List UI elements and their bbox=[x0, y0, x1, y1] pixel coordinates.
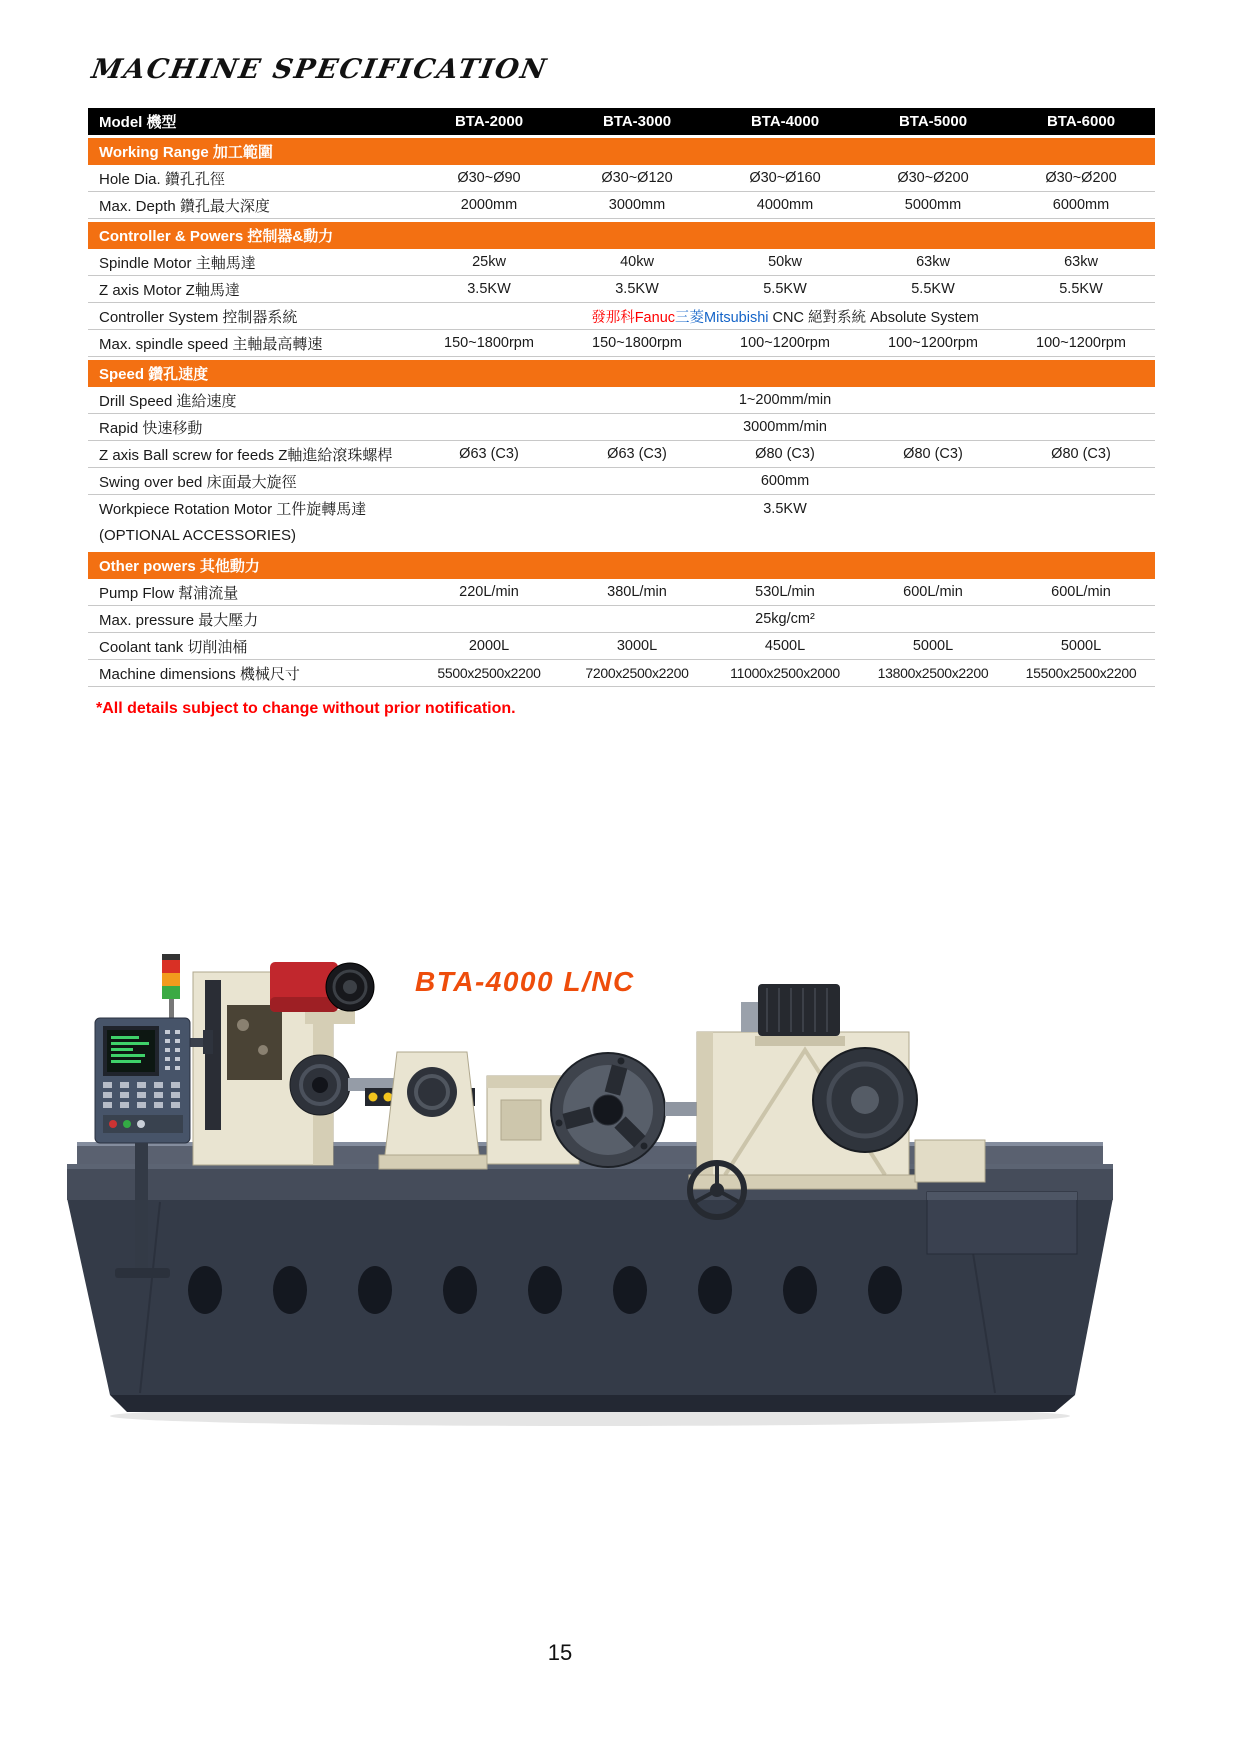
spec-value: 3.5KW bbox=[615, 281, 659, 297]
spec-value: Ø30~Ø160 bbox=[749, 170, 821, 186]
workpiece-chuck bbox=[551, 1053, 665, 1167]
controller-system-part: CNC 絕對系統 Absolute System bbox=[768, 309, 979, 326]
spec-value: Ø80 (C3) bbox=[755, 446, 815, 462]
spec-value-spanning: 3000mm/min bbox=[743, 419, 827, 435]
boring-bar bbox=[665, 1102, 699, 1116]
spec-value: 150~1800rpm bbox=[444, 335, 534, 351]
table-header-row bbox=[88, 108, 1155, 135]
spec-value: Ø80 (C3) bbox=[1051, 446, 1111, 462]
spec-row bbox=[88, 522, 1155, 549]
spec-row bbox=[88, 249, 1155, 276]
spec-value: 5.5KW bbox=[1059, 281, 1103, 297]
spec-row bbox=[88, 441, 1155, 468]
spec-value: Ø63 (C3) bbox=[607, 446, 667, 462]
spec-value: 4000mm bbox=[756, 197, 814, 213]
spec-value: 7200x2500x2200 bbox=[585, 665, 689, 681]
section-header-row bbox=[88, 138, 1155, 165]
page-title: MACHINE SPECIFICATION bbox=[89, 54, 551, 85]
spec-value: 220L/min bbox=[459, 584, 519, 600]
spec-value: 600L/min bbox=[1051, 584, 1111, 600]
spec-value-spanning: 25kg/cm² bbox=[755, 611, 815, 627]
steady-rest bbox=[379, 1052, 487, 1169]
spec-value: 530L/min bbox=[755, 584, 815, 600]
row-label: Controller & Powers 控制器&動力 bbox=[99, 228, 334, 245]
spec-value: 5500x2500x2200 bbox=[437, 665, 541, 681]
column-header-bta6000: BTA-6000 bbox=[1046, 113, 1116, 130]
spec-value: 40kw bbox=[620, 254, 654, 270]
spec-table bbox=[88, 108, 1155, 687]
spec-row bbox=[88, 660, 1155, 687]
spec-value: 100~1200rpm bbox=[888, 335, 978, 351]
spec-row bbox=[88, 579, 1155, 606]
controller-system-part: 發那科Fanuc bbox=[591, 309, 676, 326]
section-header-row bbox=[88, 360, 1155, 387]
row-label: Z axis Ball screw for feeds Z軸進給滾珠螺桿 bbox=[99, 446, 393, 464]
spec-value: 5.5KW bbox=[763, 281, 807, 297]
spec-value: 3000L bbox=[616, 638, 658, 654]
column-header-bta4000: BTA-4000 bbox=[750, 113, 820, 130]
spec-value: 25kw bbox=[472, 254, 506, 270]
spec-value: 100~1200rpm bbox=[740, 335, 830, 351]
spec-row bbox=[88, 414, 1155, 441]
spec-row bbox=[88, 330, 1155, 357]
spec-table-rows bbox=[88, 138, 1155, 687]
row-label: Speed 鑽孔速度 bbox=[99, 366, 209, 383]
row-label: Drill Speed 進給速度 bbox=[99, 392, 237, 410]
spec-value: 63kw bbox=[1064, 254, 1098, 270]
spec-value: 5.5KW bbox=[911, 281, 955, 297]
row-label: Spindle Motor 主軸馬達 bbox=[99, 254, 256, 272]
row-label: Pump Flow 幫浦流量 bbox=[99, 584, 239, 602]
model-column-header: Model 機型 bbox=[99, 114, 177, 131]
spec-value: 13800x2500x2200 bbox=[877, 665, 989, 681]
section-header-row bbox=[88, 552, 1155, 579]
workpiece-headstock bbox=[689, 984, 985, 1189]
row-label: Coolant tank 切削油桶 bbox=[99, 638, 248, 656]
spec-value: 50kw bbox=[768, 254, 802, 270]
spec-value: Ø30~Ø200 bbox=[897, 170, 969, 186]
spec-value: 2000L bbox=[468, 638, 510, 654]
spec-value: 600L/min bbox=[903, 584, 963, 600]
row-label: Max. spindle speed 主軸最高轉速 bbox=[99, 335, 323, 353]
spec-value: 15500x2500x2200 bbox=[1025, 665, 1137, 681]
spec-value: Ø30~Ø200 bbox=[1045, 170, 1117, 186]
row-label: Workpiece Rotation Motor 工件旋轉馬達 bbox=[99, 501, 367, 518]
column-header-bta3000: BTA-3000 bbox=[602, 113, 672, 130]
spec-row bbox=[88, 387, 1155, 414]
spec-row bbox=[88, 303, 1155, 330]
spec-value: Ø30~Ø120 bbox=[601, 170, 673, 186]
row-label: Rapid 快速移動 bbox=[99, 419, 203, 437]
spec-row bbox=[88, 606, 1155, 633]
spec-value: 5000mm bbox=[904, 197, 962, 213]
spec-row bbox=[88, 165, 1155, 192]
page-number: 15 bbox=[547, 1640, 573, 1665]
spec-value-spanning: 1~200mm/min bbox=[738, 392, 832, 408]
spec-value: 5000L bbox=[912, 638, 954, 654]
column-header-bta2000: BTA-2000 bbox=[454, 113, 524, 130]
spec-value-spanning: 3.5KW bbox=[763, 500, 807, 517]
spec-row bbox=[88, 468, 1155, 495]
row-label: Hole Dia. 鑽孔孔徑 bbox=[99, 170, 225, 188]
spec-value: 3000mm bbox=[608, 197, 666, 213]
spec-value: 63kw bbox=[916, 254, 950, 270]
spec-row bbox=[88, 633, 1155, 660]
disclaimer-note: *All details subject to change without prior notification. bbox=[96, 700, 516, 717]
spec-value: 5000L bbox=[1060, 638, 1102, 654]
spec-row bbox=[88, 276, 1155, 303]
row-label: Other powers 其他動力 bbox=[99, 558, 260, 575]
machine-model-label: BTA-4000 L/NC bbox=[415, 966, 635, 997]
spec-value: 100~1200rpm bbox=[1036, 335, 1126, 351]
spec-row bbox=[88, 192, 1155, 219]
row-label: Z axis Motor Z軸馬達 bbox=[99, 281, 240, 299]
row-label: Swing over bed 床面最大旋徑 bbox=[99, 473, 297, 491]
spec-value: Ø63 (C3) bbox=[459, 446, 519, 462]
spec-value: 3.5KW bbox=[467, 281, 511, 297]
spec-value: Ø30~Ø90 bbox=[457, 170, 521, 186]
spec-value: 2000mm bbox=[460, 197, 518, 213]
controller-system-part: 三菱Mitsubishi bbox=[675, 309, 769, 326]
spec-value: 11000x2500x2000 bbox=[730, 665, 840, 681]
spec-row bbox=[88, 495, 1155, 522]
controller-system-value bbox=[415, 306, 1155, 327]
section-header-row bbox=[88, 222, 1155, 249]
spec-value: 6000mm bbox=[1052, 197, 1110, 213]
row-label: Machine dimensions 機械尺寸 bbox=[99, 665, 300, 683]
spindle-motor bbox=[270, 962, 374, 1012]
spec-value: 380L/min bbox=[607, 584, 667, 600]
machine-photo bbox=[65, 950, 1115, 1430]
row-label: Working Range 加工範圍 bbox=[99, 144, 273, 161]
spec-value: 4500L bbox=[764, 638, 806, 654]
row-label: Controller System 控制器系統 bbox=[99, 308, 298, 326]
spec-value-spanning: 600mm bbox=[760, 473, 810, 489]
row-label: Max. pressure 最大壓力 bbox=[99, 611, 259, 629]
spec-value: Ø80 (C3) bbox=[903, 446, 963, 462]
row-label: Max. Depth 鑽孔最大深度 bbox=[99, 197, 270, 215]
column-header-bta5000: BTA-5000 bbox=[898, 113, 968, 130]
spec-value: 150~1800rpm bbox=[592, 335, 682, 351]
row-label: (OPTIONAL ACCESSORIES) bbox=[99, 527, 296, 544]
